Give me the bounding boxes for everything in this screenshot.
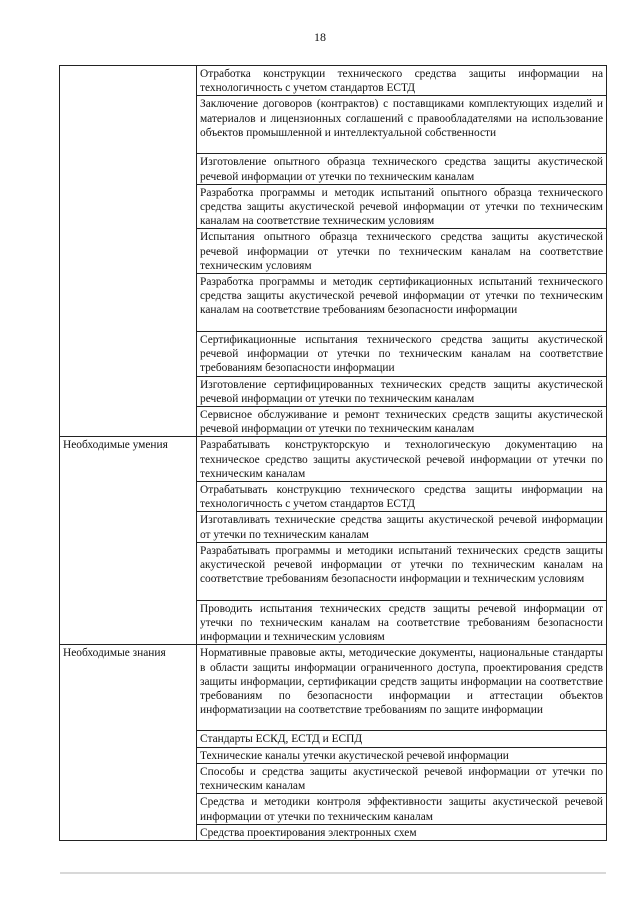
table-cell: Разработка программы и методик испытаний опытного образца технического средства защиты акустической речевой информации от утечки по техническим каналам на соответствие техническим условиям <box>197 184 607 229</box>
table-cell: Способы и средства защиты акустической речевой информации от утечки по техническим каналам <box>197 763 607 793</box>
table-cell: Сертификационные испытания технического средства защиты акустической речевой информации от утечки по техническим каналам на соответствие требованиям безопасности информации <box>197 332 607 377</box>
table-cell: Нормативные правовые акты, методические документы, национальные стандарты в области защиты информации ограниченного доступа, проектирования средств защиты информации, сертификации средств защиты информации на соответствие требованиям по безопасности информации и аттестации объектов информатизации на соответствие требованиям по защите информации <box>197 645 607 731</box>
row-label-skills: Необходимые умения <box>60 437 197 645</box>
scan-edge-shadow <box>60 872 606 874</box>
table-cell: Средства и методики контроля эффективности защиты акустической речевой информации от утечки по техническим каналам <box>197 794 607 824</box>
table-cell: Технические каналы утечки акустической речевой информации <box>197 747 607 763</box>
table-cell: Отрабатывать конструкцию технического средства защиты информации на технологичность с учетом стандартов ЕСТД <box>197 482 607 512</box>
table-cell: Заключение договоров (контрактов) с поставщиками комплектующих изделий и материалов и лицензионных соглашений с правообладателями на использование объектов промышленной и интеллектуальной собственности <box>197 96 607 154</box>
table-cell: Разрабатывать программы и методики испытаний технических средств защиты акустической речевой информации от утечки по техническим каналам на соответствие требованиям безопасности информации и техническим условиям <box>197 542 607 600</box>
functions-table <box>59 65 607 841</box>
row-label-knowledge: Необходимые знания <box>60 645 197 840</box>
table-cell: Испытания опытного образца технического средства защиты акустической речевой информации от утечки по техническим каналам на соответствие техническим условиям <box>197 229 607 274</box>
table-cell: Изготовление опытного образца технического средства защиты акустической речевой информации от утечки по техническим каналам <box>197 154 607 184</box>
table-cell: Изготовление сертифицированных технических средств защиты акустической речевой информации от утечки по техническим каналам <box>197 376 607 406</box>
table-cell: Стандарты ЕСКД, ЕСТД и ЕСПД <box>197 731 607 747</box>
table-cell: Проводить испытания технических средств защиты речевой информации от утечки по техническим каналам на соответствие требованиям безопасности информации и техническим условиям <box>197 600 607 645</box>
table-cell: Сервисное обслуживание и ремонт технических средств защиты акустической речевой информации от утечки по техническим каналам <box>197 407 607 437</box>
table-cell: Средства проектирования электронных схем <box>197 824 607 840</box>
table-cell: Разрабатывать конструкторскую и технологическую документацию на техническое средство защиты акустической речевой информации от утечки по техническим каналам <box>197 437 607 482</box>
table-row <box>60 66 607 96</box>
table-row <box>60 645 607 731</box>
table-cell: Изготавливать технические средства защиты акустической речевой информации от утечки по техническим каналам <box>197 512 607 542</box>
table-row <box>60 437 607 482</box>
row-label <box>60 66 197 437</box>
table-cell: Отработка конструкции технического средства защиты информации на технологичность с учетом стандартов ЕСТД <box>197 66 607 96</box>
page-number: 18 <box>314 30 326 44</box>
table-cell: Разработка программы и методик сертификационных испытаний технического средства защиты акустической речевой информации от утечки по техническим каналам на соответствие требованиям безопасности информации <box>197 274 607 332</box>
